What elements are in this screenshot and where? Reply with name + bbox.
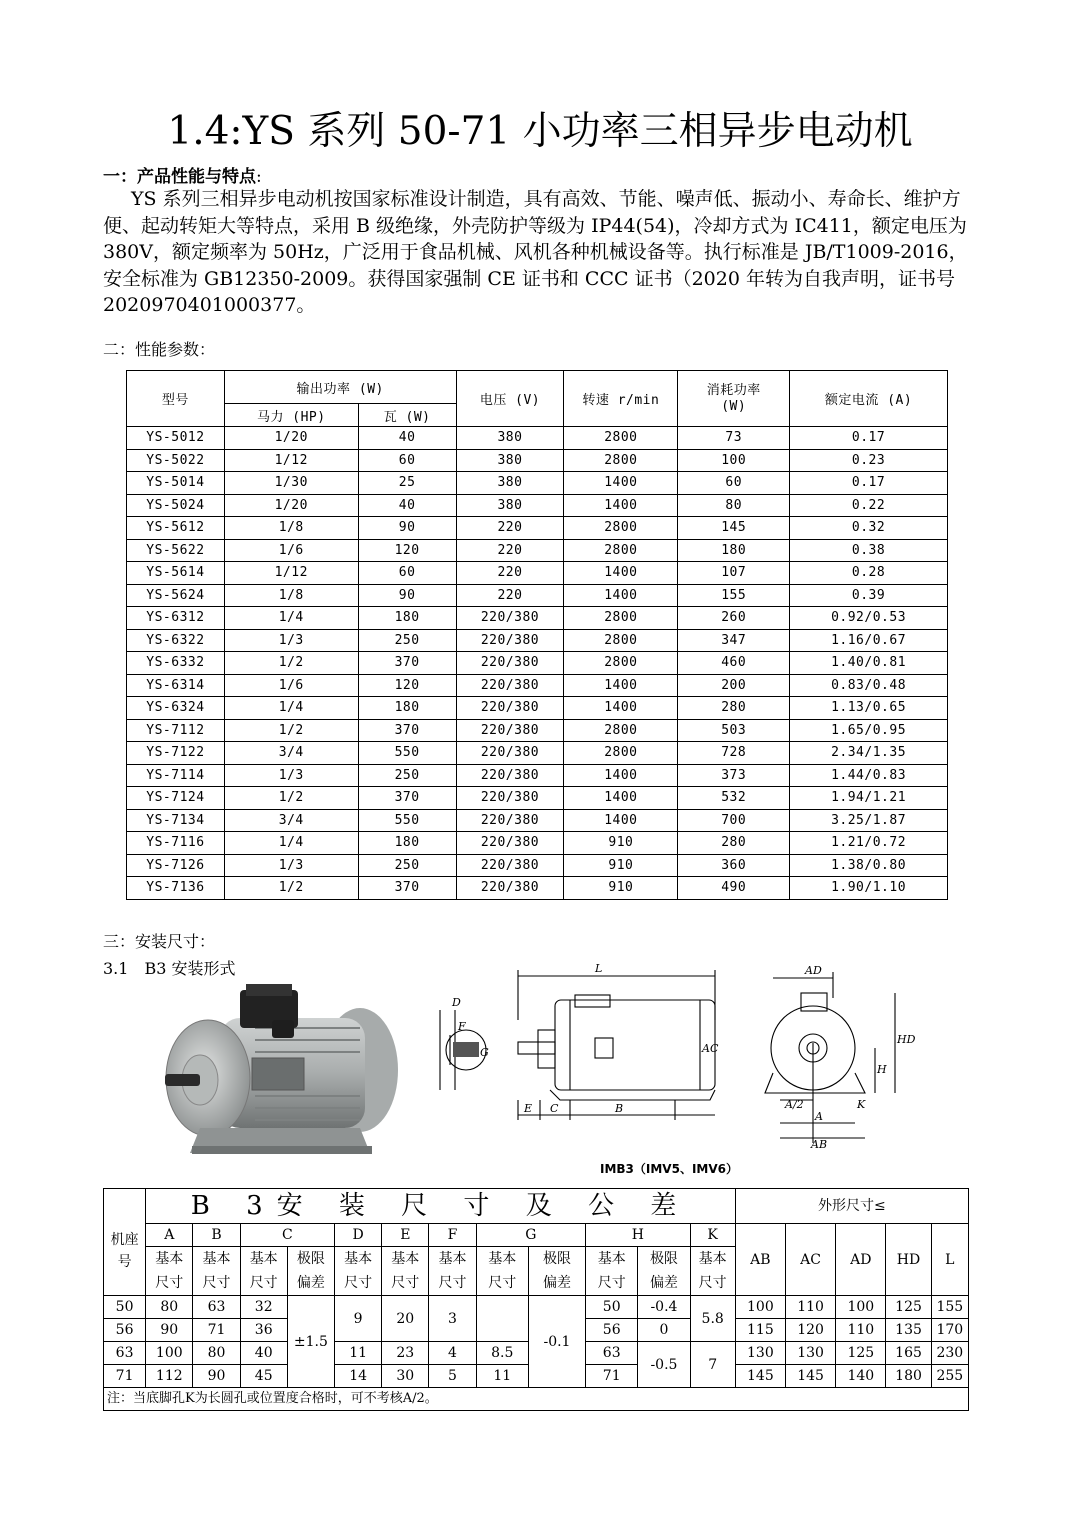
dim-col-letter: C (240, 1224, 334, 1247)
table-cell: 2800 (564, 719, 678, 742)
table-row (127, 742, 948, 765)
table-cell: 1400 (564, 674, 678, 697)
outer-dim-cell: 165 (886, 1342, 931, 1365)
table-cell: 73 (678, 427, 790, 450)
table-cell: 2800 (564, 449, 678, 472)
dim-col-letter: E (382, 1224, 429, 1247)
table-cell: 1.90/1.10 (790, 877, 948, 900)
table-row (127, 877, 948, 900)
table-cell: 0.28 (790, 562, 948, 585)
table-cell: 1/12 (224, 562, 358, 585)
table-cell: 700 (678, 809, 790, 832)
table-cell: 1.65/0.95 (790, 719, 948, 742)
table-cell: 90 (358, 584, 456, 607)
basic-size-label: 基本 尺寸 (586, 1247, 638, 1296)
b-cell: 80 (193, 1342, 240, 1365)
table-cell: 550 (358, 809, 456, 832)
dim-col-letter: H (586, 1224, 690, 1247)
header-model: 型号 (127, 371, 225, 427)
table-row (127, 719, 948, 742)
h-cell: 71 (586, 1365, 638, 1388)
svg-text:L: L (595, 962, 603, 975)
table-cell: 1/2 (224, 719, 358, 742)
outer-dim-cell: 130 (735, 1342, 785, 1365)
table-cell: YS-7124 (127, 787, 225, 810)
table-cell: 60 (358, 449, 456, 472)
h-tolerance: -0.4 (638, 1296, 690, 1319)
outer-dim-cell: 125 (836, 1342, 886, 1365)
table-cell: 40 (358, 427, 456, 450)
table-cell: 1.44/0.83 (790, 764, 948, 787)
basic-size-label: 基本 尺寸 (476, 1247, 528, 1296)
g-cell: 11 (476, 1365, 528, 1388)
table-cell: 220/380 (456, 607, 564, 630)
table-cell: 2800 (564, 517, 678, 540)
c-tolerance: ±1.5 (287, 1296, 334, 1388)
e-cell: 30 (382, 1365, 429, 1388)
table-cell: 1400 (564, 697, 678, 720)
table-cell: YS-5012 (127, 427, 225, 450)
table-row (127, 787, 948, 810)
outer-dim-cell: 170 (931, 1319, 968, 1342)
table-cell: 40 (358, 494, 456, 517)
table-cell: YS-7116 (127, 832, 225, 855)
outer-dim-cell: 110 (836, 1319, 886, 1342)
table-cell: 1400 (564, 787, 678, 810)
table-cell: YS-7126 (127, 854, 225, 877)
c-cell: 40 (240, 1342, 287, 1365)
table-cell: 1/3 (224, 854, 358, 877)
header-voltage: 电压 (V) (456, 371, 564, 427)
g-cell (476, 1296, 528, 1342)
outer-col-header: AD (836, 1224, 886, 1296)
svg-text:F: F (458, 1020, 466, 1033)
table-cell: 1400 (564, 584, 678, 607)
outer-dim-cell: 230 (931, 1342, 968, 1365)
dim-col-letter: A (146, 1224, 193, 1247)
table-row (127, 697, 948, 720)
table-cell: YS-6322 (127, 629, 225, 652)
table-cell: 1400 (564, 494, 678, 517)
g-cell: 8.5 (476, 1342, 528, 1365)
table-cell: 1/3 (224, 764, 358, 787)
table-cell: 728 (678, 742, 790, 765)
table-cell: 1/2 (224, 877, 358, 900)
table-row (127, 764, 948, 787)
outer-dim-cell: 145 (785, 1365, 835, 1388)
header-consumption: 消耗功率 (W) (678, 371, 790, 427)
a-cell: 112 (146, 1365, 193, 1388)
table-cell: 145 (678, 517, 790, 540)
table-row (127, 427, 948, 450)
basic-size-label: 基本 尺寸 (146, 1247, 193, 1296)
table-cell: YS-5622 (127, 539, 225, 562)
d-cell: 14 (335, 1365, 382, 1388)
c-cell: 36 (240, 1319, 287, 1342)
table-cell: 250 (358, 764, 456, 787)
table-cell: 1/30 (224, 472, 358, 495)
table-row (127, 607, 948, 630)
table-cell: 260 (678, 607, 790, 630)
table-cell: 180 (678, 539, 790, 562)
table-cell: 100 (678, 449, 790, 472)
end-view-drawing (745, 958, 925, 1153)
outer-dim-cell: 100 (836, 1296, 886, 1319)
outer-dim-cell: 180 (886, 1365, 931, 1388)
table-cell: YS-5022 (127, 449, 225, 472)
d-cell: 11 (335, 1342, 382, 1365)
table-cell: 0.22 (790, 494, 948, 517)
svg-text:AD: AD (805, 964, 822, 977)
table-cell: 0.83/0.48 (790, 674, 948, 697)
table-cell: 200 (678, 674, 790, 697)
table-cell: 180 (358, 832, 456, 855)
c-cell: 32 (240, 1296, 287, 1319)
frame-header: 机座号 (104, 1189, 146, 1296)
table-cell: 220/380 (456, 809, 564, 832)
h-cell: 50 (586, 1296, 638, 1319)
tolerance-label: 极限 偏差 (528, 1247, 585, 1296)
svg-text:E: E (524, 1102, 533, 1115)
table-cell: 370 (358, 787, 456, 810)
table-row (127, 584, 948, 607)
header-hp: 马力 (HP) (224, 404, 358, 427)
table-cell: 60 (358, 562, 456, 585)
h-cell: 63 (586, 1342, 638, 1365)
table-row (127, 629, 948, 652)
f-cell: 5 (429, 1365, 476, 1388)
b-cell: 90 (193, 1365, 240, 1388)
frame-cell: 50 (104, 1296, 146, 1319)
motor-photo (160, 978, 410, 1163)
table-cell: 380 (456, 494, 564, 517)
table-row (127, 472, 948, 495)
frame-cell: 56 (104, 1319, 146, 1342)
table-cell: YS-5612 (127, 517, 225, 540)
table-cell: 1/4 (224, 697, 358, 720)
outer-col-header: AC (785, 1224, 835, 1296)
table-cell: 370 (358, 652, 456, 675)
svg-text:K: K (857, 1098, 866, 1111)
table-cell: 347 (678, 629, 790, 652)
table-cell: YS-7136 (127, 877, 225, 900)
outer-dim-cell: 140 (836, 1365, 886, 1388)
table-cell: 0.17 (790, 472, 948, 495)
table-row (127, 539, 948, 562)
h-tolerance: -0.5 (638, 1342, 690, 1388)
table-row (127, 494, 948, 517)
table-cell: 220/380 (456, 787, 564, 810)
table-cell: 1/20 (224, 494, 358, 517)
table-cell: 80 (678, 494, 790, 517)
table-cell: 1/2 (224, 787, 358, 810)
table-cell: YS-5624 (127, 584, 225, 607)
outer-dim-cell: 100 (735, 1296, 785, 1319)
table-cell: 550 (358, 742, 456, 765)
section-heading-installation: 三：安装尺寸： (103, 932, 216, 951)
table-cell: 1.40/0.81 (790, 652, 948, 675)
svg-text:A: A (815, 1110, 823, 1123)
table-cell: 490 (678, 877, 790, 900)
frame-cell: 71 (104, 1365, 146, 1388)
performance-table (126, 370, 948, 900)
table-cell: 3/4 (224, 809, 358, 832)
table-cell: 0.92/0.53 (790, 607, 948, 630)
table-cell: 220/380 (456, 832, 564, 855)
table-cell: 180 (358, 607, 456, 630)
table-row (127, 854, 948, 877)
outer-col-header: L (931, 1224, 968, 1296)
dim-note: 注：当底脚孔K为长圆孔或位置度合格时，可不考核A/2。 (104, 1388, 969, 1411)
table-cell: 1/3 (224, 629, 358, 652)
tolerance-label: 极限 偏差 (287, 1247, 334, 1296)
table-cell: 0.17 (790, 427, 948, 450)
svg-text:C: C (550, 1102, 559, 1115)
table-row (127, 652, 948, 675)
header-current: 额定电流 (A) (790, 371, 948, 427)
table-cell: 220 (456, 539, 564, 562)
table-cell: 1/2 (224, 652, 358, 675)
table-cell: 1.38/0.80 (790, 854, 948, 877)
table-cell: 0.32 (790, 517, 948, 540)
header-output: 输出功率 (W) (224, 371, 456, 404)
table-cell: YS-6312 (127, 607, 225, 630)
table-cell: 2800 (564, 652, 678, 675)
table-cell: 107 (678, 562, 790, 585)
section-heading-performance: 二：性能参数： (103, 340, 216, 359)
svg-text:H: H (877, 1063, 887, 1076)
table-cell: 910 (564, 832, 678, 855)
table-cell: 1/20 (224, 427, 358, 450)
basic-size-label: 基本 尺寸 (335, 1247, 382, 1296)
table-cell: YS-7114 (127, 764, 225, 787)
table-cell: YS-7134 (127, 809, 225, 832)
k-cell: 7 (690, 1342, 735, 1388)
outer-dim-cell: 255 (931, 1365, 968, 1388)
table-cell: 1/8 (224, 517, 358, 540)
table-cell: 1/4 (224, 832, 358, 855)
table-cell: 0.23 (790, 449, 948, 472)
outer-dim-cell: 115 (735, 1319, 785, 1342)
table-cell: 1.94/1.21 (790, 787, 948, 810)
basic-size-label: 基本 尺寸 (429, 1247, 476, 1296)
table-cell: YS-5014 (127, 472, 225, 495)
outer-dim-cell: 145 (735, 1365, 785, 1388)
table-cell: 3/4 (224, 742, 358, 765)
basic-size-label: 基本 尺寸 (690, 1247, 735, 1296)
table-cell: 2.34/1.35 (790, 742, 948, 765)
table-cell: 360 (678, 854, 790, 877)
table-cell: 2800 (564, 629, 678, 652)
svg-text:HD: HD (897, 1033, 916, 1046)
table-cell: 910 (564, 854, 678, 877)
table-row (127, 832, 948, 855)
table-row (127, 809, 948, 832)
table-row (127, 674, 948, 697)
a-cell: 80 (146, 1296, 193, 1319)
table-cell: 2800 (564, 607, 678, 630)
table-cell: 1.16/0.67 (790, 629, 948, 652)
table-cell: 1.21/0.72 (790, 832, 948, 855)
table-cell: 910 (564, 877, 678, 900)
table-cell: 220/380 (456, 674, 564, 697)
a-cell: 100 (146, 1342, 193, 1365)
dim-table-title: B 3安 装 尺 寸 及 公 差 (146, 1189, 736, 1224)
header-speed: 转速 r/min (564, 371, 678, 427)
table-cell: 220/380 (456, 697, 564, 720)
table-cell: 220/380 (456, 742, 564, 765)
frame-cell: 63 (104, 1342, 146, 1365)
svg-text:G: G (480, 1046, 489, 1059)
table-cell: 280 (678, 697, 790, 720)
table-cell: 220 (456, 517, 564, 540)
outer-dim-cell: 135 (886, 1319, 931, 1342)
table-cell: YS-7122 (127, 742, 225, 765)
table-row (127, 517, 948, 540)
table-cell: 1400 (564, 472, 678, 495)
table-cell: 1/6 (224, 539, 358, 562)
k-cell: 5.8 (690, 1296, 735, 1342)
dim-col-letter: K (690, 1224, 735, 1247)
table-cell: 373 (678, 764, 790, 787)
table-cell: 0.38 (790, 539, 948, 562)
table-cell: 90 (358, 517, 456, 540)
f-cell: 4 (429, 1342, 476, 1365)
table-cell: 370 (358, 719, 456, 742)
table-cell: 370 (358, 877, 456, 900)
table-cell: 460 (678, 652, 790, 675)
table-cell: 1.13/0.65 (790, 697, 948, 720)
b-cell: 71 (193, 1319, 240, 1342)
e-cell: 20 (382, 1296, 429, 1342)
table-cell: 120 (358, 674, 456, 697)
subsection-b3: 3.1 B3 安装形式 (103, 959, 236, 978)
table-cell: 1/8 (224, 584, 358, 607)
table-cell: 220/380 (456, 764, 564, 787)
table-cell: YS-7112 (127, 719, 225, 742)
h-cell: 56 (586, 1319, 638, 1342)
table-cell: 1400 (564, 809, 678, 832)
table-cell: 0.39 (790, 584, 948, 607)
table-cell: 503 (678, 719, 790, 742)
table-cell: 220/380 (456, 719, 564, 742)
section-heading-features: 一：产品性能与特点: (103, 167, 262, 187)
e-cell: 23 (382, 1342, 429, 1365)
basic-size-label: 基本 尺寸 (193, 1247, 240, 1296)
outer-dim-cell: 130 (785, 1342, 835, 1365)
table-cell: 380 (456, 472, 564, 495)
outer-col-header: HD (886, 1224, 931, 1296)
b3-dimension-table (103, 1188, 969, 1411)
h-tolerance: 0 (638, 1319, 690, 1342)
tolerance-label: 极限 偏差 (638, 1247, 690, 1296)
table-cell: YS-6314 (127, 674, 225, 697)
f-cell: 3 (429, 1296, 476, 1342)
svg-text:D: D (452, 996, 461, 1009)
dim-col-letter: F (429, 1224, 476, 1247)
table-cell: YS-5024 (127, 494, 225, 517)
table-cell: YS-6324 (127, 697, 225, 720)
outer-dim-cell: 125 (886, 1296, 931, 1319)
svg-text:A/2: A/2 (785, 1098, 804, 1111)
table-cell: 60 (678, 472, 790, 495)
outer-dim-cell: 155 (931, 1296, 968, 1319)
table-cell: 220/380 (456, 877, 564, 900)
table-cell: 250 (358, 854, 456, 877)
table-cell: 155 (678, 584, 790, 607)
table-cell: 25 (358, 472, 456, 495)
basic-size-label: 基本 尺寸 (382, 1247, 429, 1296)
c-cell: 45 (240, 1365, 287, 1388)
table-cell: 1/6 (224, 674, 358, 697)
table-row (127, 562, 948, 585)
table-cell: 250 (358, 629, 456, 652)
svg-text:B: B (615, 1102, 624, 1115)
svg-text:AC: AC (702, 1042, 719, 1055)
dim-row (104, 1296, 969, 1319)
table-cell: 532 (678, 787, 790, 810)
a-cell: 90 (146, 1319, 193, 1342)
outer-dim-cell: 120 (785, 1319, 835, 1342)
dim-col-letter: D (335, 1224, 382, 1247)
d-cell: 9 (335, 1296, 382, 1342)
table-cell: 2800 (564, 539, 678, 562)
table-row (127, 449, 948, 472)
outer-dim-cell: 110 (785, 1296, 835, 1319)
table-cell: 1400 (564, 764, 678, 787)
table-cell: 220 (456, 584, 564, 607)
side-view-drawing (430, 960, 730, 1145)
table-cell: YS-5614 (127, 562, 225, 585)
table-cell: 2800 (564, 742, 678, 765)
outer-col-header: AB (735, 1224, 785, 1296)
dim-col-letter: G (476, 1224, 585, 1247)
table-cell: 1/12 (224, 449, 358, 472)
table-cell: 380 (456, 427, 564, 450)
table-cell: YS-6332 (127, 652, 225, 675)
table-cell: 1400 (564, 562, 678, 585)
drawing-caption: IMB3（IMV5、IMV6） (600, 1162, 738, 1176)
table-cell: 1/4 (224, 607, 358, 630)
g-tolerance: -0.1 (528, 1296, 585, 1388)
table-cell: 280 (678, 832, 790, 855)
table-cell: 220/380 (456, 629, 564, 652)
table-cell: 220 (456, 562, 564, 585)
table-cell: 380 (456, 449, 564, 472)
table-cell: 220/380 (456, 854, 564, 877)
page-title: 1.4:YS 系列 50-71 小功率三相异步电动机 (167, 109, 913, 154)
outer-dims-header: 外形尺寸≤ (735, 1189, 968, 1224)
table-cell: 3.25/1.87 (790, 809, 948, 832)
b-cell: 63 (193, 1296, 240, 1319)
header-w: 瓦 (W) (358, 404, 456, 427)
table-cell: 180 (358, 697, 456, 720)
svg-text:AB: AB (811, 1138, 828, 1151)
table-cell: 2800 (564, 427, 678, 450)
intro-paragraph: YS 系列三相异步电动机按国家标准设计制造，具有高效、节能、噪声低、振动小、寿命长、维护方便、起动转矩大等特点，采用 B 级绝缘，外壳防护等级为 IP44(54)，冷却方式为 IC411，额定电压为 380V，额定频率为 50Hz，广泛用于食品机械、风机各种机械设备等。执行标准是 JB/T1009-2016，安全标准为 GB12350-2009。获得国家强制 CE 证书和 CCC 证书（2020 年转为自我声明，证书号 2020970401000377。 (103, 188, 968, 316)
basic-size-label: 基本 尺寸 (240, 1247, 287, 1296)
table-cell: 120 (358, 539, 456, 562)
table-cell: 220/380 (456, 652, 564, 675)
dim-col-letter: B (193, 1224, 240, 1247)
